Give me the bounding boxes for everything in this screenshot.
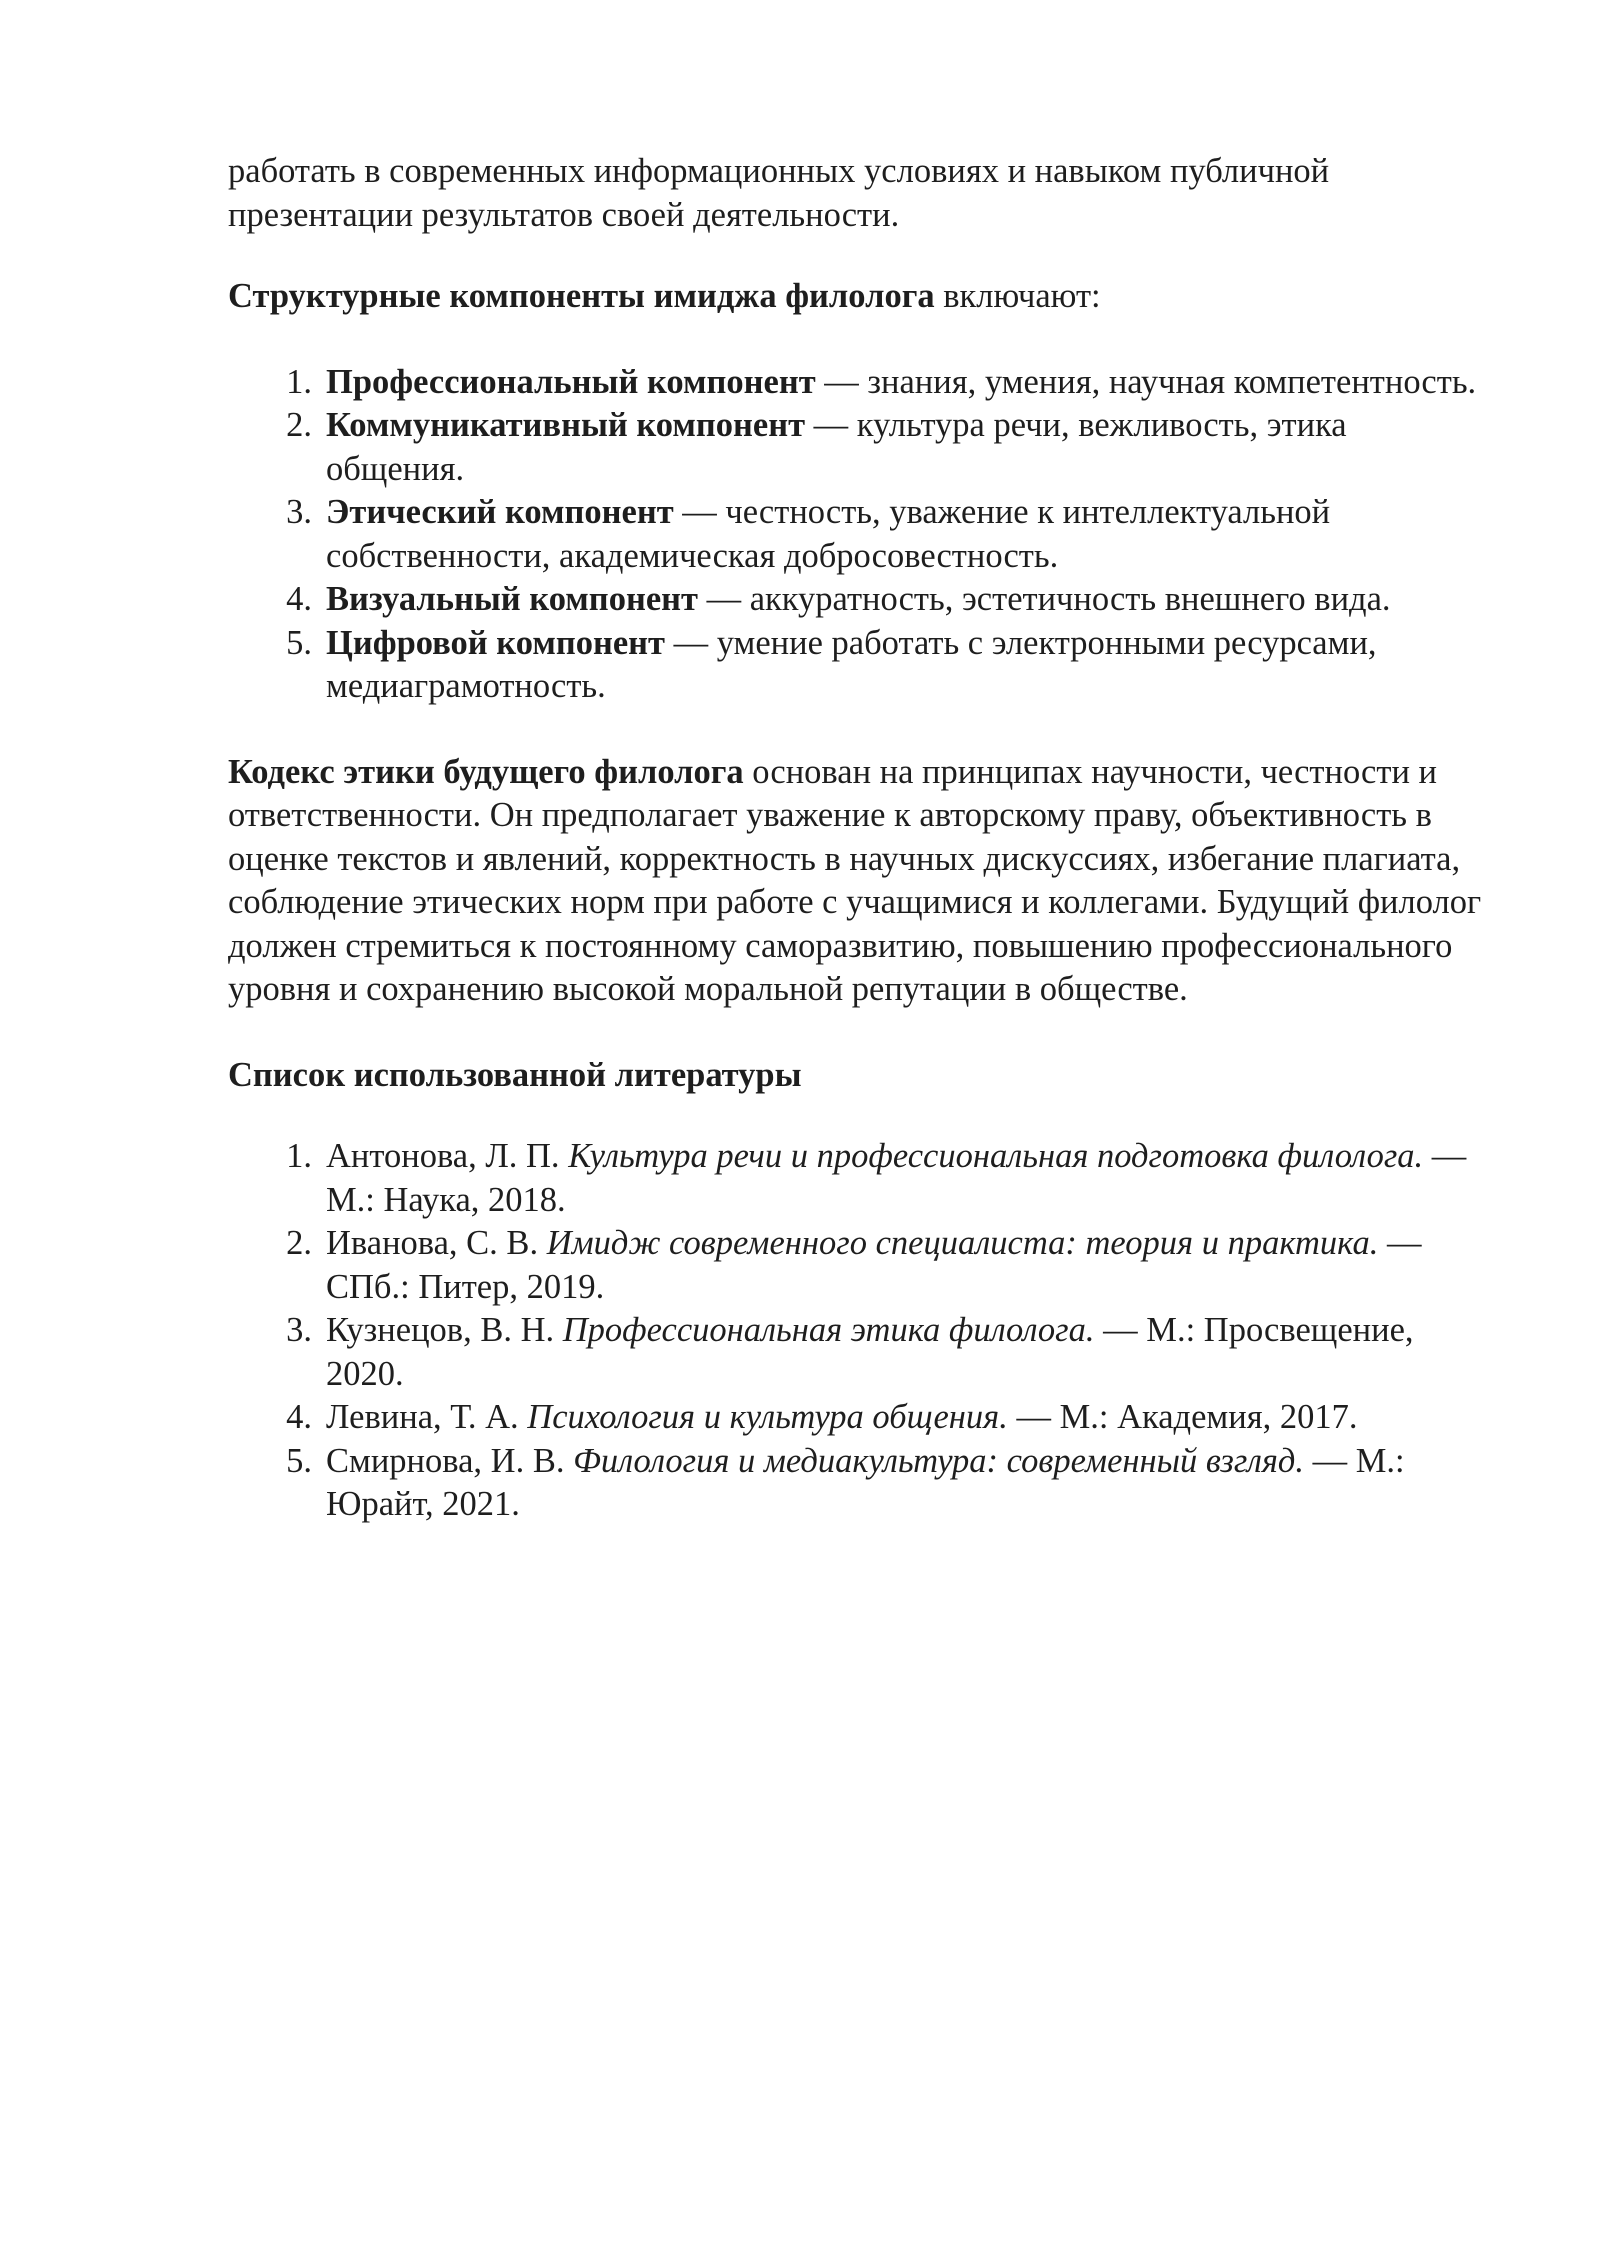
reference-item xyxy=(228,1309,1490,1396)
component-name: Коммуникативный компонент xyxy=(326,406,806,444)
list-number: 4. xyxy=(286,580,312,618)
reference-author: Иванова, С. В. xyxy=(326,1224,547,1262)
list-number: 3. xyxy=(286,1311,312,1349)
ethics-paragraph xyxy=(228,751,1490,1012)
component-description: — честность, уважение к интеллектуальной собственности, академическая добросовестность. xyxy=(326,493,1331,575)
reference-text xyxy=(326,1135,1490,1222)
components-heading xyxy=(228,275,1490,319)
document-page xyxy=(228,150,1490,1527)
reference-publisher: — СПб.: Питер, 2019. xyxy=(326,1224,1422,1306)
reference-publisher: — М.: Наука, 2018. xyxy=(326,1137,1467,1219)
component-description: — аккуратность, эстетичность внешнего вида. xyxy=(697,580,1391,618)
list-item-text xyxy=(326,361,1490,405)
list-item xyxy=(228,491,1490,578)
reference-publisher: — М.: Юрайт, 2021. xyxy=(326,1441,1405,1523)
components-list xyxy=(228,361,1490,709)
component-description: — культура речи, вежливость, этика общения. xyxy=(326,406,1347,488)
component-name: Этический компонент xyxy=(326,493,674,531)
reference-item xyxy=(228,1222,1490,1309)
ethics-text: основан на принципах научности, честности и ответственности. Он предполагает уважение к авторскому праву, объективность в оценке текстов и явлений, корректность в научных дискуссиях, избегание плагиата, соблюдение этических норм при работе с учащимися и коллегами. Будущий филолог должен стремиться к постоянному саморазвитию, повышению профессионального уровня и сохранению высокой моральной репутации в обществе. xyxy=(228,752,1482,1008)
reference-text xyxy=(326,1309,1490,1396)
reference-title: Профессиональная этика филолога. xyxy=(562,1311,1095,1349)
reference-item xyxy=(228,1135,1490,1222)
reference-text xyxy=(326,1222,1490,1309)
reference-title: Психология и культура общения. xyxy=(527,1398,1008,1436)
components-heading-bold: Структурные компоненты имиджа филолога xyxy=(228,277,935,315)
component-name: Цифровой компонент xyxy=(326,623,665,662)
reference-publisher: — М.: Просвещение, 2020. xyxy=(326,1311,1414,1393)
list-number: 3. xyxy=(286,493,312,531)
list-item-text xyxy=(326,491,1490,578)
reference-text xyxy=(326,1440,1490,1527)
list-number: 5. xyxy=(286,1441,312,1480)
list-item xyxy=(228,404,1490,491)
list-number: 1. xyxy=(286,1137,312,1175)
reference-author: Кузнецов, В. Н. xyxy=(326,1311,563,1349)
list-number: 4. xyxy=(286,1398,312,1436)
reference-author: Смирнова, И. В. xyxy=(326,1441,574,1480)
list-item-text xyxy=(326,578,1490,622)
list-item-text xyxy=(326,622,1490,709)
component-description: — умение работать с электронными ресурсами, медиаграмотность. xyxy=(326,623,1377,705)
reference-item xyxy=(228,1440,1490,1527)
list-item xyxy=(228,578,1490,622)
reference-title: Имидж современного специалиста: теория и практика. xyxy=(546,1224,1379,1262)
reference-publisher: — М.: Академия, 2017. xyxy=(1007,1398,1358,1436)
component-description: — знания, умения, научная компетентность. xyxy=(815,362,1477,401)
component-name: Визуальный компонент xyxy=(326,580,698,618)
list-item-text xyxy=(326,404,1490,491)
list-number: 5. xyxy=(286,623,312,662)
list-item xyxy=(228,361,1490,405)
list-number: 1. xyxy=(286,362,312,401)
reference-author: Антонова, Л. П. xyxy=(326,1137,569,1175)
reference-title: Культура речи и профессиональная подготовка филолога. xyxy=(568,1137,1424,1175)
list-number: 2. xyxy=(286,406,312,444)
ethics-title: Кодекс этики будущего филолога xyxy=(228,752,744,791)
list-number: 2. xyxy=(286,1224,312,1262)
references-heading: Список использованной литературы xyxy=(228,1055,802,1094)
reference-title: Филология и медиакультура: современный взгляд. xyxy=(573,1441,1304,1480)
list-item xyxy=(228,622,1490,709)
reference-author: Левина, Т. А. xyxy=(326,1398,528,1436)
references-list xyxy=(228,1135,1490,1527)
reference-item xyxy=(228,1396,1490,1440)
reference-text xyxy=(326,1396,1490,1440)
component-name: Профессиональный компонент xyxy=(326,362,816,401)
intro-paragraph: работать в современных информационных условиях и навыком публичной презентации результатов своей деятельности. xyxy=(228,152,1330,234)
components-heading-rest: включают: xyxy=(934,277,1101,315)
